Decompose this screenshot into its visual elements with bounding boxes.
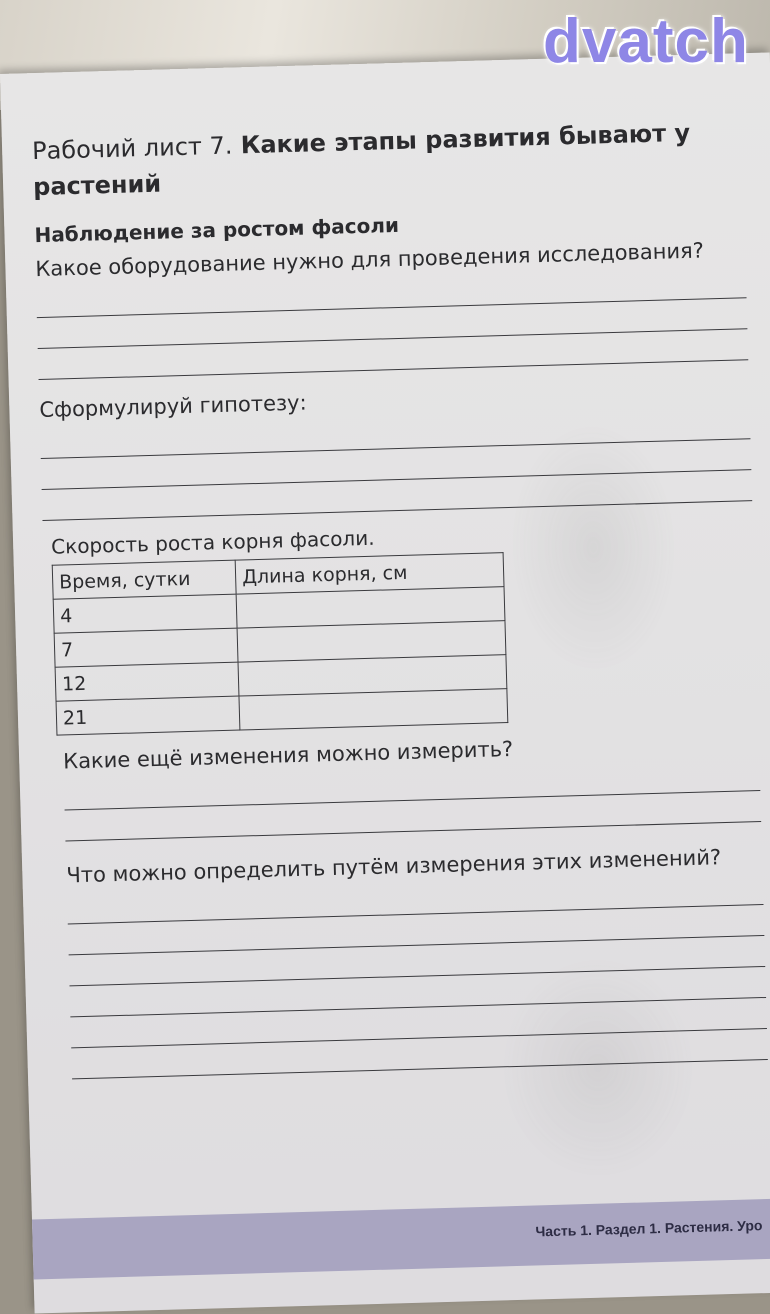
question-hypothesis: Сформулируй гипотезу: (39, 390, 307, 423)
table-caption: Скорость роста корня фасоли. (50, 525, 375, 559)
section-subtitle: Наблюдение за ростом фасоли (34, 212, 400, 248)
answer-lines-determine (67, 874, 768, 1079)
cell-time: 4 (53, 594, 237, 633)
cell-time: 7 (54, 628, 238, 667)
worksheet-page (0, 53, 770, 1314)
answer-lines-other-changes (64, 760, 761, 841)
header-root-length: Длина корня, см (235, 553, 504, 594)
cell-time: 21 (56, 696, 240, 735)
answer-lines-equipment (36, 267, 748, 380)
worksheet-content (32, 113, 768, 1079)
question-determine: Что можно определить путём измерения этих изменений? (66, 845, 722, 888)
question-equipment: Какое оборудование нужно для проведения исследования? (35, 238, 705, 282)
footer-band (32, 1197, 770, 1279)
answer-lines-hypothesis (40, 408, 752, 521)
page-footer: Часть 1. Раздел 1. Растения. Уро (535, 1217, 763, 1240)
question-other-changes: Какие ещё изменения можно измерить? (62, 736, 514, 774)
cell-time: 12 (55, 662, 239, 701)
header-time: Время, сутки (52, 560, 236, 599)
cell-length[interactable] (239, 689, 508, 730)
watermark-logo: dvatch (543, 7, 749, 76)
worksheet-title-main: Какие этапы развития бывают у растений (32, 118, 691, 202)
worksheet-title (32, 113, 744, 205)
worksheet-title-prefix: Рабочий лист 7. (31, 131, 233, 166)
root-growth-table (52, 552, 509, 736)
